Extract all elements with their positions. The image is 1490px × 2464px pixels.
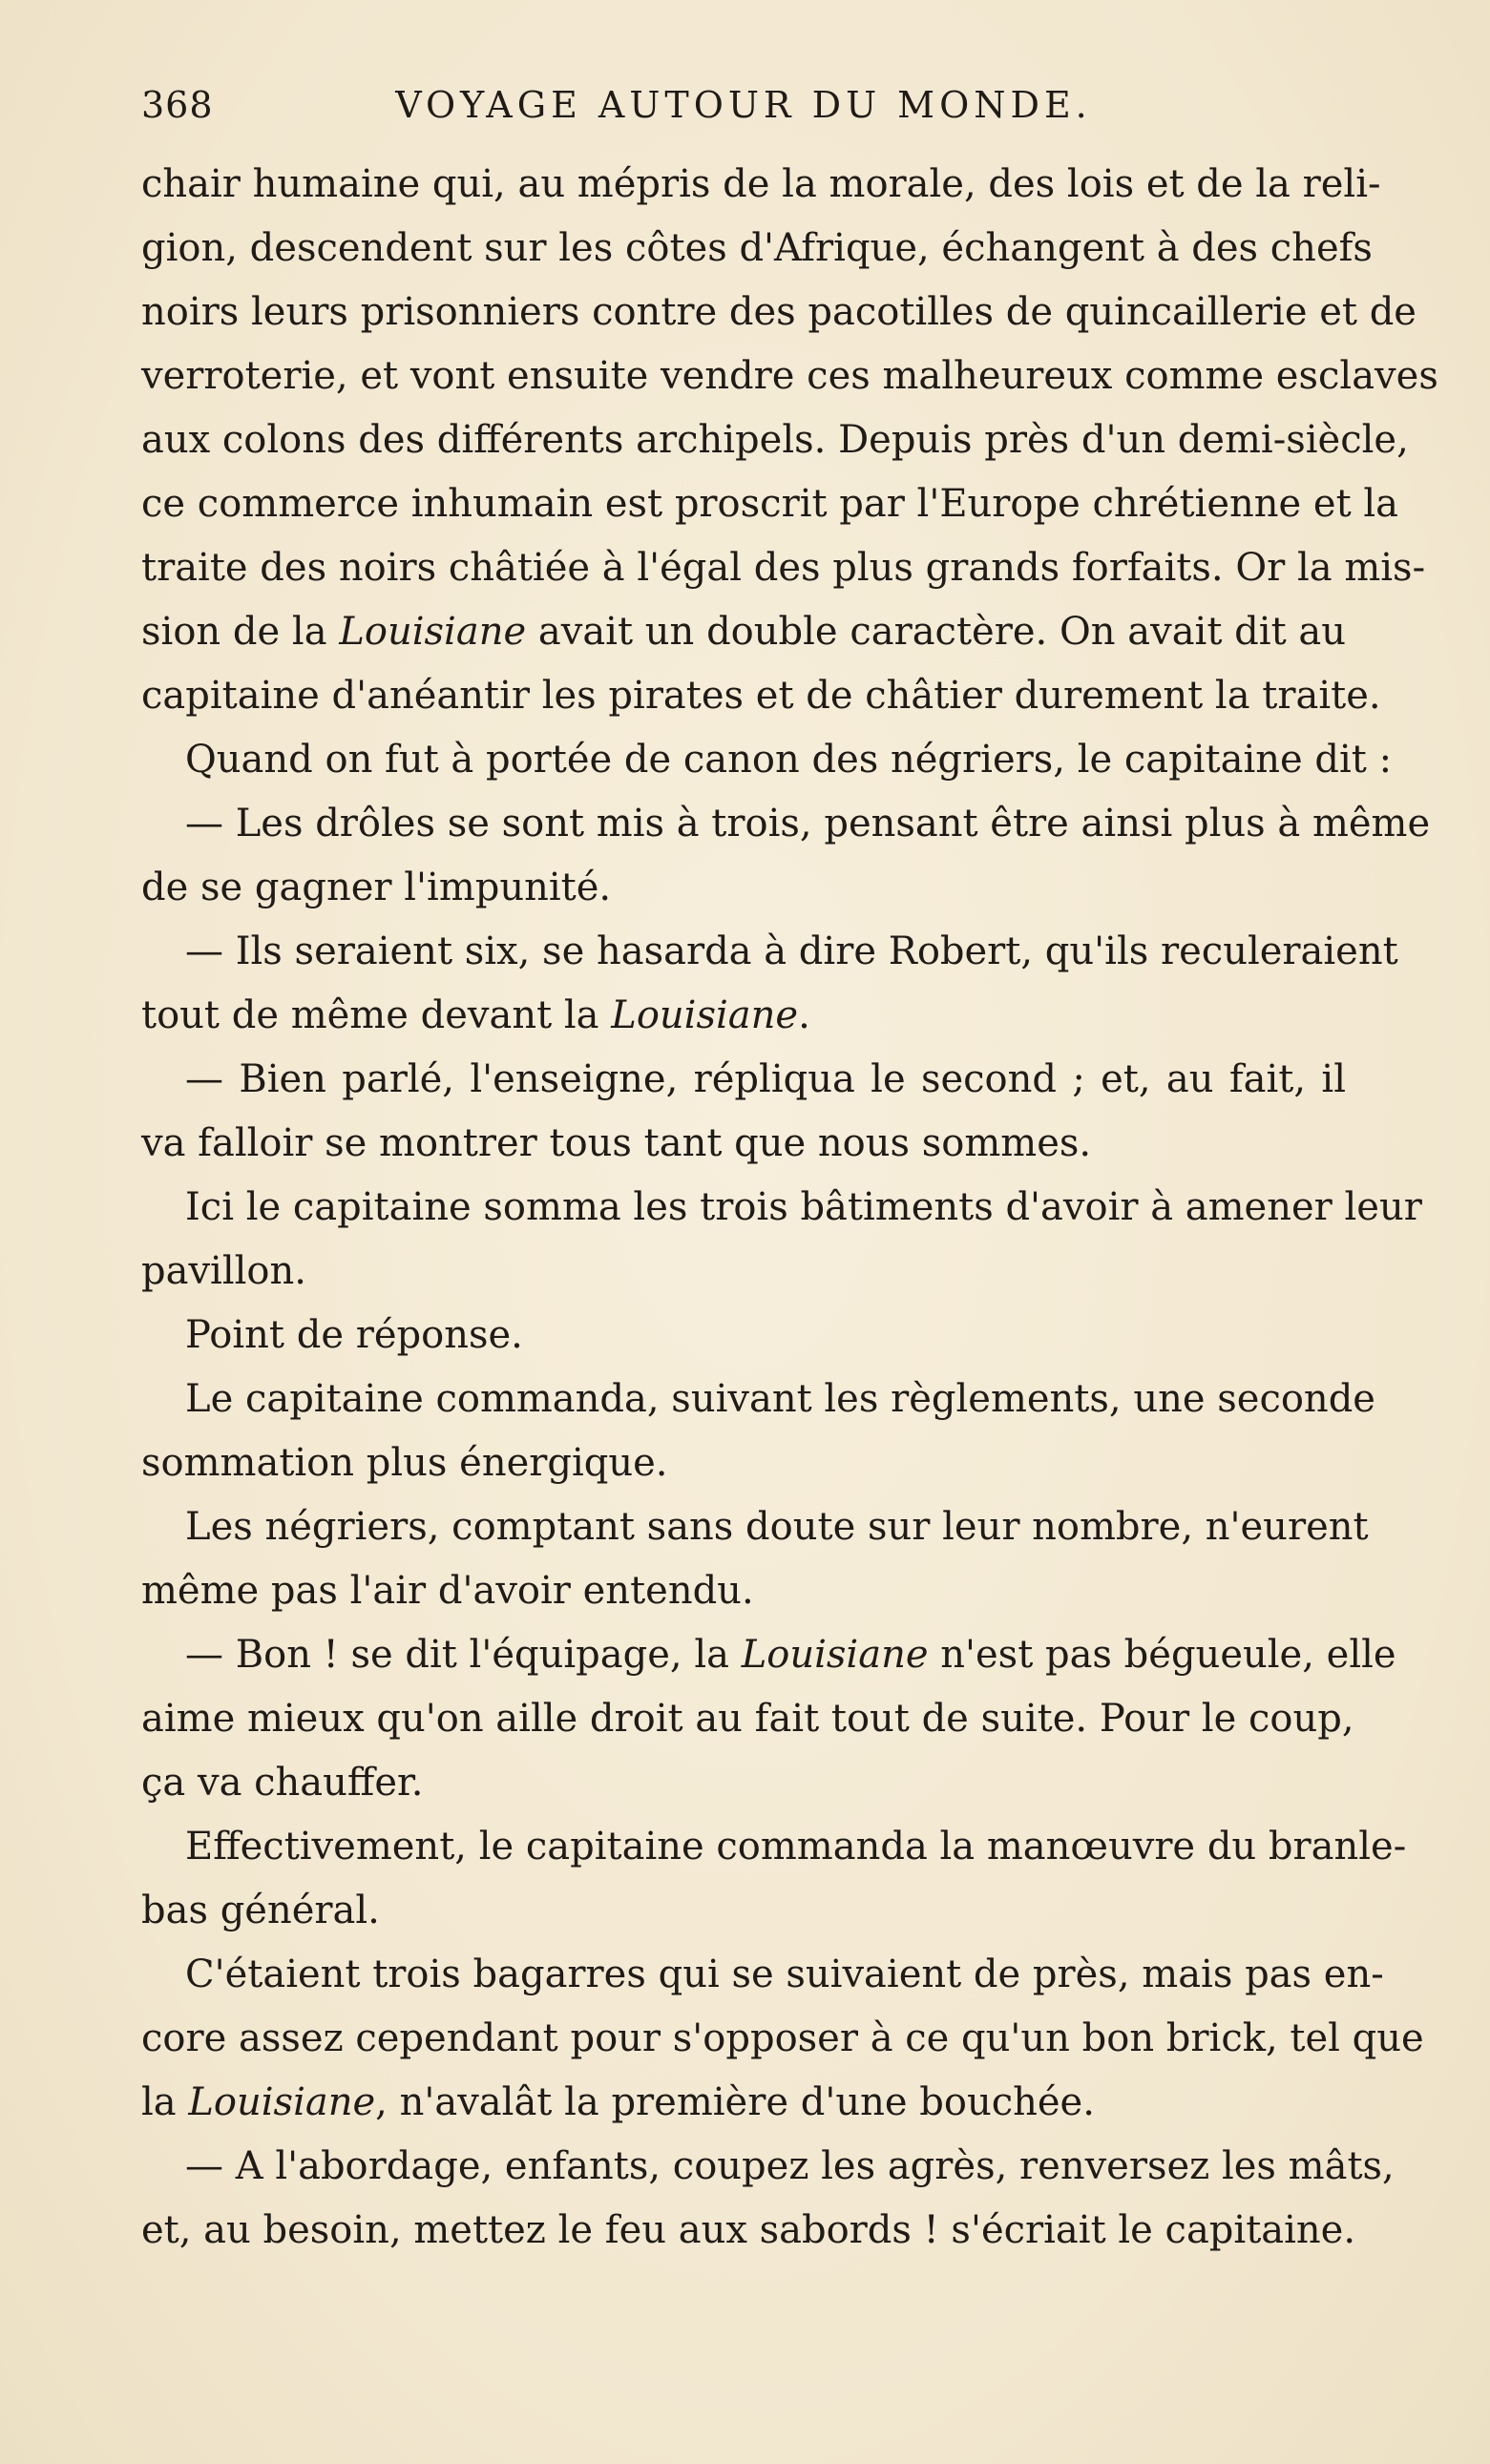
text-line: ce commerce inhumain est proscrit par l'Europe chrétienne et la bbox=[141, 482, 1399, 526]
text-line: Ici le capitaine somma les trois bâtiments d'avoir à amener leur bbox=[185, 1185, 1422, 1229]
text-line: — Les drôles se sont mis à trois, pensant être ainsi plus à même bbox=[185, 802, 1431, 846]
running-title: VOYAGE AUTOUR DU MONDE. bbox=[395, 84, 1092, 126]
text-line: aux colons des différents archipels. Depuis près d'un demi-siècle, bbox=[141, 418, 1409, 462]
text-line: gion, descendent sur les côtes d'Afrique, échangent à des chefs bbox=[141, 226, 1373, 270]
text-line: Le capitaine commanda, suivant les règlements, une seconde bbox=[185, 1377, 1375, 1421]
text-line: va falloir se montrer tous tant que nous sommes. bbox=[141, 1121, 1092, 1165]
text-segment: sion de la bbox=[141, 610, 340, 654]
text-segment: la bbox=[141, 2080, 189, 2124]
text-line bbox=[141, 1623, 1396, 1687]
text-line: capitaine d'anéantir les pirates et de châtier durement la traite. bbox=[141, 674, 1381, 718]
text-line: pavillon. bbox=[141, 1249, 306, 1293]
text-line: verroterie, et vont ensuite vendre ces malheureux comme esclaves bbox=[141, 354, 1438, 398]
text-segment: tout de même devant la bbox=[141, 993, 612, 1037]
text-line: Quand on fut à portée de canon des négriers, le capitaine dit : bbox=[185, 738, 1393, 782]
text-segment: avait un double caractère. On avait dit au bbox=[526, 610, 1346, 654]
text-segment: . bbox=[798, 993, 810, 1037]
text-line: de se gagner l'impunité. bbox=[141, 866, 612, 909]
text-segment: n'est pas bégueule, elle bbox=[928, 1633, 1396, 1677]
italic-text: Louisiane bbox=[611, 993, 799, 1037]
page-header bbox=[141, 84, 1346, 141]
text-line: sommation plus énergique. bbox=[141, 1441, 668, 1485]
text-line: — Ils seraient six, se hasarda à dire Robert, qu'ils reculeraient bbox=[185, 929, 1398, 973]
text-line: C'étaient trois bagarres qui se suivaient de près, mais pas en- bbox=[185, 1952, 1384, 1996]
text-line: — Bien parlé, l'enseigne, répliqua le second ; et, au fait, il bbox=[185, 1057, 1346, 1101]
text-line: bas général. bbox=[141, 1889, 380, 1932]
text-line bbox=[141, 2071, 1346, 2135]
text-line: Point de réponse. bbox=[185, 1313, 523, 1357]
text-line bbox=[141, 984, 1346, 1048]
text-line: chair humaine qui, au mépris de la morale, des lois et de la reli- bbox=[141, 162, 1381, 206]
text-segment: , n'avalât la première d'une bouchée. bbox=[375, 2080, 1095, 2124]
text-line: traite des noirs châtiée à l'égal des plus grands forfaits. Or la mis- bbox=[141, 546, 1426, 590]
italic-text: Louisiane bbox=[339, 610, 527, 654]
text-line: ça va chauffer. bbox=[141, 1761, 424, 1805]
text-line: noirs leurs prisonniers contre des pacotilles de quincaillerie et de bbox=[141, 290, 1417, 334]
text-line: et, au besoin, mettez le feu aux sabords ! s'écriait le capitaine. bbox=[141, 2208, 1356, 2252]
text-line: Effectivement, le capitaine commanda la manœuvre du branle- bbox=[185, 1825, 1407, 1869]
text-line: aime mieux qu'on aille droit au fait tout de suite. Pour le coup, bbox=[141, 1697, 1354, 1741]
body-text bbox=[141, 153, 1438, 2263]
text-line: Les négriers, comptant sans doute sur leur nombre, n'eurent bbox=[185, 1505, 1369, 1549]
italic-text: Louisiane bbox=[188, 2080, 376, 2124]
text-line: même pas l'air d'avoir entendu. bbox=[141, 1569, 754, 1613]
page-number: 368 bbox=[141, 84, 214, 126]
text-line: core assez cependant pour s'opposer à ce qu'un bon brick, tel que bbox=[141, 2016, 1424, 2060]
text-line: — A l'abordage, enfants, coupez les agrès, renversez les mâts, bbox=[185, 2144, 1395, 2188]
text-segment: — Bon ! se dit l'équipage, la bbox=[185, 1633, 742, 1677]
text-line bbox=[141, 600, 1346, 664]
italic-text: Louisiane bbox=[741, 1633, 929, 1677]
